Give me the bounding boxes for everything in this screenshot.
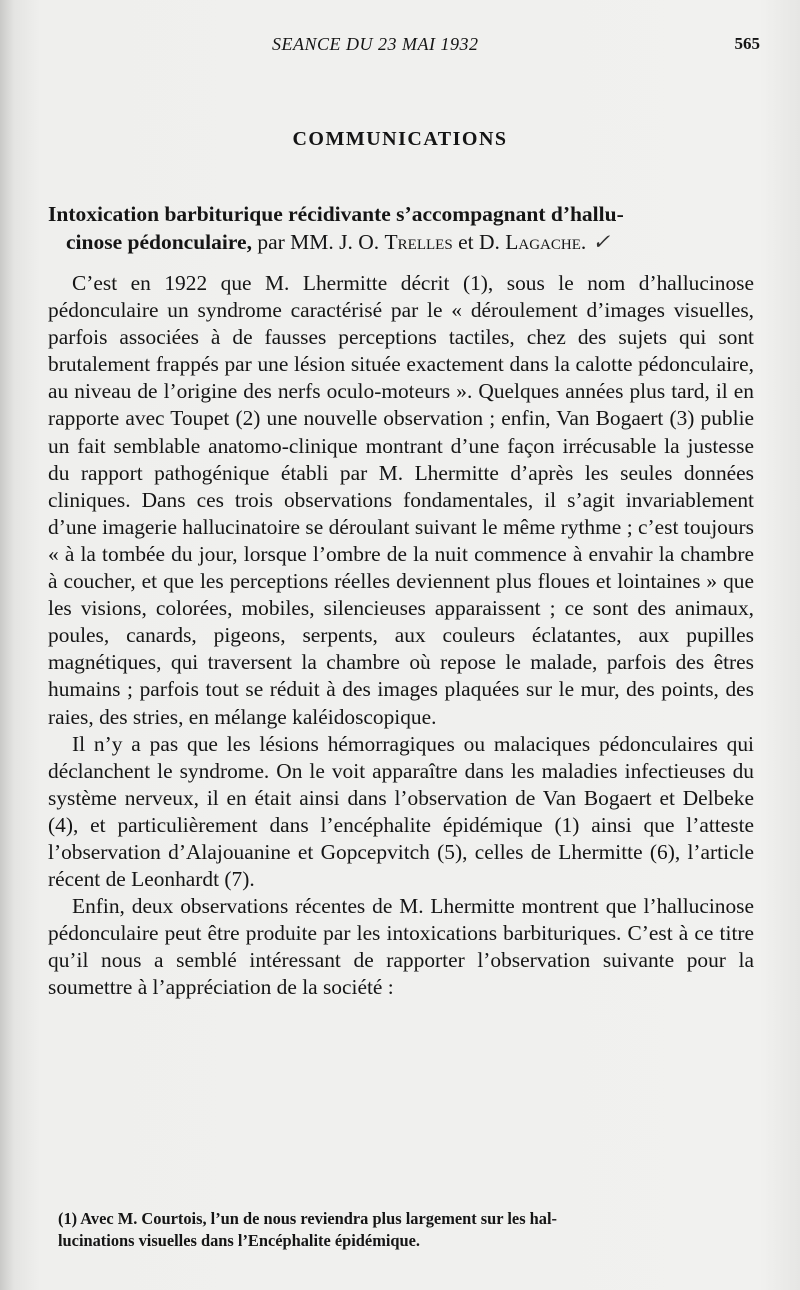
article-byline: par MM. J. O. xyxy=(257,230,380,254)
running-title: SEANCE DU 23 MAI 1932 xyxy=(272,34,479,54)
author-trelles: Trelles xyxy=(384,230,453,254)
article-and: et D. xyxy=(458,230,500,254)
article-title xyxy=(48,200,760,256)
handwritten-checkmark: ✓ xyxy=(592,230,611,254)
paragraph-3: Enfin, deux observations récentes de M. Lhermitte montrent que l’hallucinose pédonculaire peut être produite par les intoxications barbituriques. C’est à ce titre qu’il nous a semblé intéressant de rapporter l’observation suivante pour la soumettre à l’appréciation de la société : xyxy=(48,894,754,1000)
paragraph-2: Il n’y a pas que les lésions hémorragiques ou malaciques pédonculaires qui déclanchent le syndrome. On le voit apparaître dans les maladies infectieuses du système nerveux, il en était ainsi dans l’observation de Van Bogaert et Delbeke (4), et particulièrement dans l’encéphalite épidémique (1) ainsi que l’atteste l’observation d’Alajouanine et Gopcepvitch (5), celles de Lhermitte (6), l’article récent de Leonhardt (7). xyxy=(48,731,754,892)
article-title-part1: Intoxication barbiturique récidivante s’accompagnant d’hallu- xyxy=(48,202,624,226)
article-title-line2 xyxy=(48,228,760,256)
footnote-line-2: lucinations visuelles dans l’Encéphalite épidémique. xyxy=(58,1231,421,1250)
paragraph-1: C’est en 1922 que M. Lhermitte décrit (1), sous le nom d’hallucinose pédonculaire un syndrome caractérisé par le « déroulement d’images visuelles, parfois associées à de fausses perceptions tactiles, chez des sujets qui sont brutalement frappés par une lésion située exactement dans la calotte pédonculaire, au niveau de l’origine des nerfs oculo-moteurs ». Quelques années plus tard, il en rapporte avec Toupet (2) une nouvelle observation ; enfin, Van Bogaert (3) publie un fait semblable anatomo-clinique montrant d’une façon irrécusable la justesse du rapport pathogénique établi par M. Lhermitte d’après les seules données cliniques. Dans ces trois observations fondamentales, il s’agit invariablement d’une imagerie hallucinatoire se déroulant suivant le même rythme ; c’est toujours « à la tombée du jour, lorsque l’ombre de la nuit commence à envahir la chambre à coucher, et que les perceptions réelles deviennent plus floues et lointaines » que les visions, colorées, mobiles, silencieuses apparaissent ; ce sont des animaux, poules, canards, pigeons, serpents, aux couleurs éclatantes, aux pupilles magnétiques, qui traversent la chambre où repose le malade, parfois des êtres humains ; parfois tout se réduit à des images plaquées sur le mur, des points, des raies, des stries, en mélange kaléidoscopique. xyxy=(48,271,754,729)
article-title-part2: cinose pédonculaire, xyxy=(66,230,252,254)
footnote xyxy=(58,1208,754,1252)
page-header xyxy=(0,34,800,58)
section-title: COMMUNICATIONS xyxy=(292,128,508,150)
footnote-line-1: (1) Avec M. Courtois, l’un de nous reviendra plus largement sur les hal- xyxy=(58,1209,558,1228)
page-number: 565 xyxy=(734,34,760,53)
author-lagache: Lagache. xyxy=(505,230,587,254)
body-text xyxy=(48,270,754,1002)
